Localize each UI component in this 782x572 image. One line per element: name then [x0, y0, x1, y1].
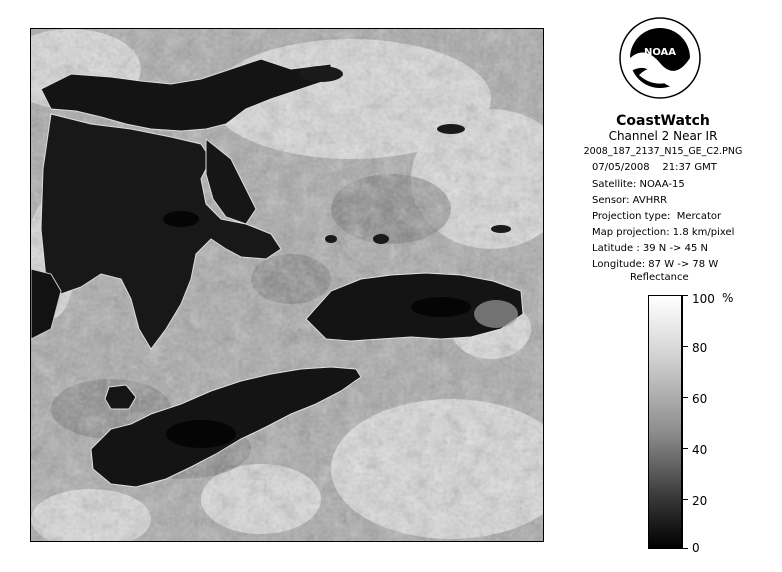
- colorbar-tick-label: 20: [692, 494, 708, 508]
- colorbar-tick: [682, 499, 688, 500]
- colorbar-tick: [682, 448, 688, 449]
- satellite-image: [30, 28, 544, 542]
- meta-projection-type: Projection type: Mercator: [592, 211, 722, 222]
- file-name: 2008_187_2137_N15_GE_C2.PNG: [583, 146, 743, 157]
- colorbar-tick: [682, 548, 688, 549]
- meta-satellite: Satellite: NOAA-15: [592, 179, 685, 190]
- colorbar-tick-label: 100: [692, 292, 715, 306]
- colorbar-tick-label: 60: [692, 392, 708, 406]
- colorbar-tick-label: 40: [692, 443, 708, 457]
- colorbar-tick: [682, 397, 688, 398]
- meta-map-projection: Map projection: 1.8 km/pixel: [592, 227, 735, 238]
- lake-ontario-deep: [411, 297, 471, 317]
- colorbar-title: Reflectance: [630, 272, 689, 283]
- noaa-logo-icon: [619, 17, 701, 99]
- colorbar-tick: [682, 346, 688, 347]
- colorbar-unit: %: [722, 291, 734, 305]
- lake-erie-deep: [166, 420, 236, 448]
- lake-huron-deep: [163, 211, 199, 227]
- meta-sensor: Sensor: AVHRR: [592, 195, 668, 206]
- logo-text: NOAA: [643, 47, 677, 58]
- meta-latitude: Latitude : 39 N -> 45 N: [592, 243, 708, 254]
- colorbar-tick: [682, 295, 688, 296]
- channel-label: Channel 2 Near IR: [608, 129, 718, 143]
- meta-longitude: Longitude: 87 W -> 78 W: [592, 259, 719, 270]
- colorbar-tick-label: 0: [692, 541, 700, 555]
- satellite-map-svg: [31, 29, 544, 542]
- colorbar-tick-label: 80: [692, 341, 708, 355]
- date-time: 07/05/2008 21:37 GMT: [592, 162, 717, 173]
- colorbar-axis: [682, 295, 683, 549]
- lake-ontario-glint: [474, 300, 518, 328]
- brand-title: CoastWatch: [616, 113, 710, 129]
- colorbar: [648, 295, 682, 549]
